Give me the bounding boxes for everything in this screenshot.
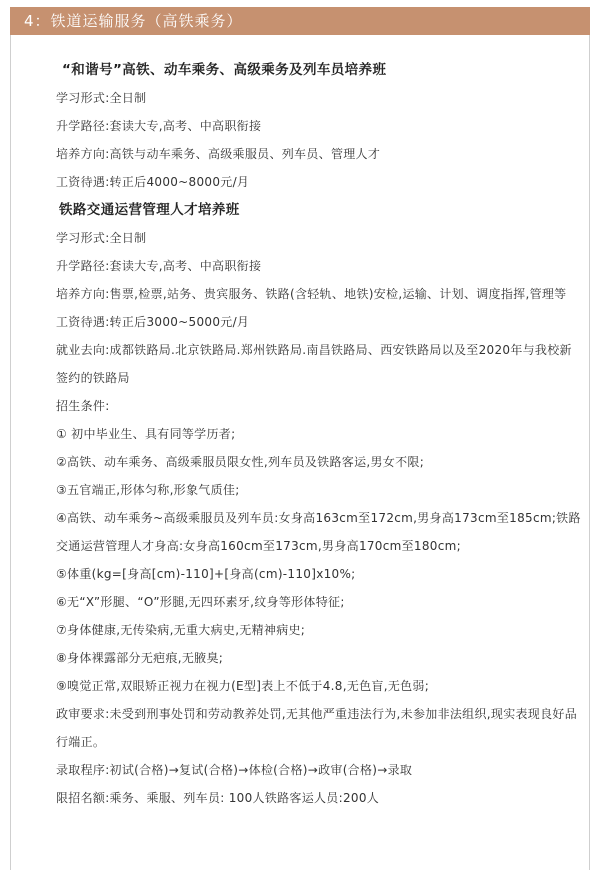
program2-direction: 培养方向:售票,检票,站务、贵宾服务、铁路(含轻轨、地铁)安检,运输、计划、调度指挥,管理等 [56,287,567,301]
program1-salary: 工资待遇:转正后4000~8000元/月 [56,175,250,189]
political-requirement: 政审要求:未受到刑事处罚和劳动教养处罚,无其他严重违法行为,未参加非法组织,现实表现良好品行端正。 [56,707,577,749]
program1-title: “和谐号”高铁、动车乘务、高级乘务及列车员培养班 [62,62,387,78]
program1-study-form: 学习形式:全日制 [56,91,147,105]
program1-direction: 培养方向:高铁与动车乘务、高级乘服员、列车员、管理人才 [56,147,381,161]
requirement-item-9: ⑨嗅觉正常,双眼矫正视力在视力(E型]表上不低于4.8,无色盲,无色弱; [56,679,430,693]
requirement-item-3: ③五官端正,形体匀称,形象气质佳; [56,483,240,497]
requirement-item-6: ⑥无“X”形腿、“O”形腿,无四环素牙,纹身等形体特征; [56,595,345,609]
section-title: 4：铁道运输服务（高铁乘务） [24,12,243,30]
program2-title: 铁路交通运营管理人才培养班 [59,202,240,218]
article-content [56,56,584,812]
requirement-item-5: ⑤体重(kg=[身高[cm)-110]+[身高(cm)-110]x10%; [56,567,356,581]
program2-employment: 就业去向:成都铁路局.北京铁路局.郑州铁路局.南昌铁路局、西安铁路局以及至2020年与我校新签约的铁路局 [56,343,572,385]
requirement-item-1: ① 初中毕业生、具有同等学历者; [56,427,236,441]
requirement-item-4: ④高铁、动车乘务~高级乘服员及列车员:女身高163cm至172cm,男身高173cm至185cm;铁路交通运营管理人才身高:女身高160cm至173cm,男身高170cm至180cm; [56,511,581,553]
requirement-item-7: ⑦身体健康,无传染病,无重大病史,无精神病史; [56,623,306,637]
program2-salary: 工资待遇:转正后3000~5000元/月 [56,315,250,329]
program2-study-form: 学习形式:全日制 [56,231,147,245]
admission-procedure: 录取程序:初试(合格)→复试(合格)→体检(合格)→政审(合格)→录取 [56,763,413,777]
program2-path: 升学路径:套读大专,高考、中高职衔接 [56,259,262,273]
requirements-heading: 招生条件: [56,399,110,413]
section-header [10,7,590,35]
program1-path: 升学路径:套读大专,高考、中高职衔接 [56,119,262,133]
requirement-item-8: ⑧身体裸露部分无疤痕,无腋臭; [56,651,224,665]
requirement-item-2: ②高铁、动车乘务、高级乘服员限女性,列车员及铁路客运,男女不限; [56,455,425,469]
enrollment-quota: 限招名额:乘务、乘服、列车员: 100人铁路客运人员:200人 [56,791,380,805]
